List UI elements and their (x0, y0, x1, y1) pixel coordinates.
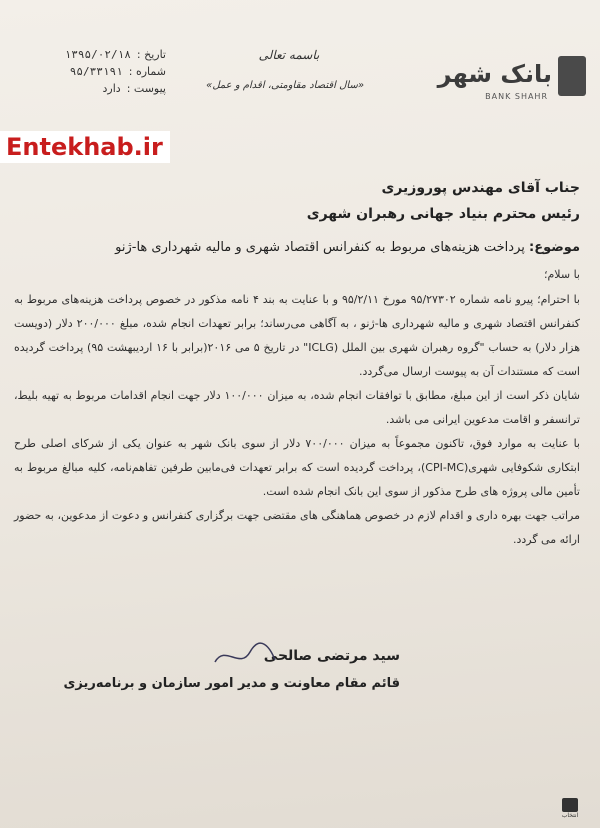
date-value: ۱۳۹۵/۰۲/۱۸ (64, 48, 131, 61)
letter-meta (16, 46, 166, 97)
attachment-value: دارد (102, 82, 121, 95)
signature-block (63, 648, 400, 691)
letter-heading (206, 48, 364, 91)
attachment-row (16, 80, 166, 97)
date-row (16, 46, 166, 63)
body-paragraph-1: با احترام؛ پیرو نامه شماره ۹۵/۲۷۳۰۲ مورخ ۹۵/۲/۱۱ و با عنایت به بند ۴ نامه مذکور در خصوص پرداخت هزینه‌های مربوط به کنفرانس اقتصاد شهری و مالیه شهرداری ها-ژنو ، به آگاهی می‌رساند؛ برابر تعهدات انجام شده، مبلغ ۲۰۰/۰۰۰ دلار (دویست هزار دلار) به حساب "گروه رهبران شهری بین الملل (ICLG" در تاریخ ۵ می ۲۰۱۶(برابر با ۱۶ اردیبهشت ۹۵) پرداخت گردیده است که مستندات آن به پیوست ارسال می‌گردد. (14, 293, 580, 378)
footer-logo-icon (562, 798, 578, 812)
recipient-block (200, 175, 580, 227)
footer-logo-text: انتخاب (561, 812, 579, 819)
bank-logo (436, 54, 586, 108)
bank-logo-mark-icon (558, 56, 586, 96)
subject-line (10, 236, 580, 260)
greeting: با سلام؛ (544, 268, 580, 281)
year-slogan: «سال اقتصاد مقاومتی، اقدام و عمل» (206, 80, 364, 91)
signatory-name: سید مرتضی صالحی (263, 648, 400, 664)
site-watermark: Entekhab.ir (0, 131, 170, 163)
date-label: تاریخ : (136, 48, 166, 61)
recipient-name: جناب آقای مهندس پوروزیری (381, 180, 580, 196)
bank-logo-subtext: BANK SHAHR (485, 92, 548, 101)
subject-label: موضوع: (529, 240, 580, 255)
basmala: باسمه تعالی (258, 48, 320, 62)
number-label: شماره : (128, 65, 166, 78)
number-value: ۹۵/۳۳۱۹۱ (69, 65, 123, 78)
footer-logo (550, 798, 590, 820)
bank-logo-text: بانک شهر (437, 60, 552, 88)
signatory-title: قائم مقام معاونت و مدیر امور سازمان و برنامه‌ریزی (63, 676, 400, 691)
body-paragraph-3: با عنایت به موارد فوق، تاکنون مجموعاً به میزان ۷۰۰/۰۰۰ دلار از سوی بانک شهر به عنوان یکی از شرکای اصلی طرح ابتکاری شکوفایی شهری(CPI-MC)، پرداخت گردیده است که برابر تعهدات فی‌مابین طرفین تفاهم‌نامه، کلیه مبالغ مربوط به تأمین مالی پروژه های طرح مذکور از سوی این بانک انجام شده است. (14, 437, 580, 498)
body-paragraph-4: مراتب جهت بهره داری و اقدام لازم در خصوص هماهنگی های مقتضی جهت برگزاری کنفرانس و دعوت از مدعوین، به حضور ارائه می گردد. (14, 509, 580, 546)
number-row (16, 63, 166, 80)
subject-text: پرداخت هزینه‌های مربوط به کنفرانس اقتصاد شهری و مالیه شهرداری ها-ژنو (115, 240, 525, 255)
body-paragraph-2: شایان ذکر است از این مبلغ، مطابق با توافقات انجام شده، به میزان ۱۰۰/۰۰۰ دلار جهت انجام اقدامات مربوط به تهیه بلیط، ترانسفر و اقامت مدعوین ایرانی می باشد. (14, 389, 581, 426)
signature-scribble-icon (210, 642, 280, 672)
attachment-label: پیوست : (126, 82, 166, 95)
recipient-position: رئیس محترم بنیاد جهانی رهبران شهری (306, 206, 580, 222)
letter-body (14, 288, 580, 552)
